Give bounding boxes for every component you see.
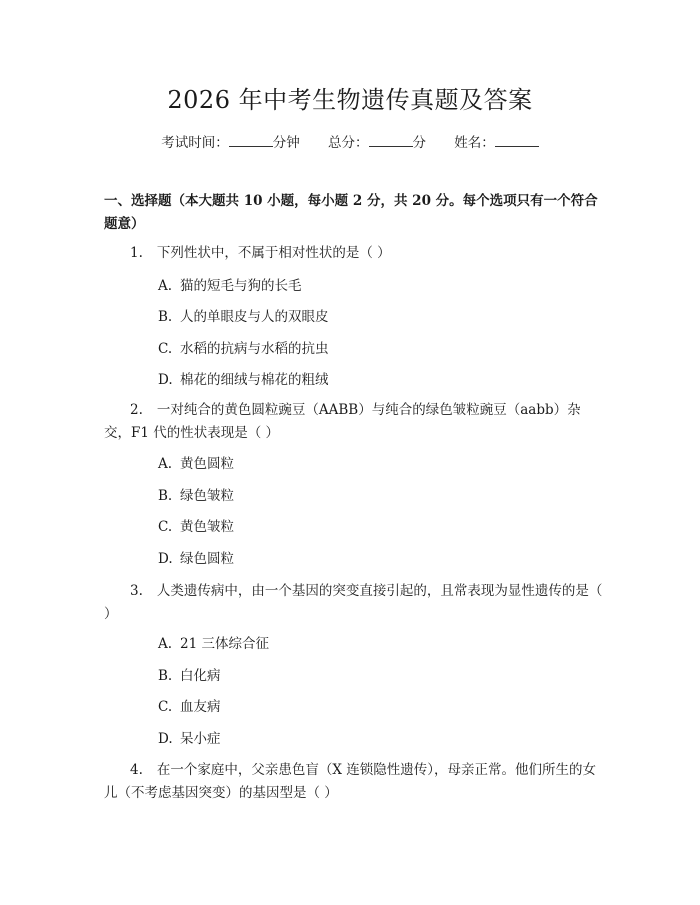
option-letter: A. <box>158 278 173 294</box>
option-text: 血友病 <box>180 699 221 715</box>
option-text: 人的单眼皮与人的双眼皮 <box>180 309 329 325</box>
option-1c <box>158 339 329 359</box>
option-letter: D. <box>158 372 173 388</box>
question-number: 1. <box>130 245 143 261</box>
option-2b <box>158 486 234 506</box>
question-4 <box>104 759 604 805</box>
option-1d <box>158 370 329 390</box>
option-letter: A. <box>158 636 173 652</box>
option-letter: B. <box>158 668 173 684</box>
time-label: 考试时间： <box>161 135 229 151</box>
option-letter: C. <box>158 519 173 535</box>
option-letter: C. <box>158 699 173 715</box>
exam-meta <box>0 131 700 151</box>
option-3c <box>158 697 221 717</box>
option-text: 白化病 <box>180 668 221 684</box>
option-2d <box>158 549 234 569</box>
option-1a <box>158 276 302 296</box>
option-text: 21 三体综合征 <box>180 636 269 652</box>
name-blank <box>495 133 539 147</box>
time-blank <box>229 133 273 147</box>
score-unit: 分 <box>412 135 426 151</box>
question-stem: 一对纯合的黄色圆粒豌豆（AABB）与纯合的绿色皱粒豌豆（aabb）杂交，F1 代的性状表现是（ ） <box>104 402 581 441</box>
section-heading: 一、选择题（本大题共 10 小题，每小题 2 分，共 20 分。每个选项只有一个符合题意） <box>104 193 598 232</box>
question-stem: 下列性状中，不属于相对性状的是（ ） <box>156 245 391 261</box>
option-letter: D. <box>158 731 173 747</box>
option-text: 呆小症 <box>180 731 221 747</box>
question-number: 2. <box>130 402 143 418</box>
option-letter: D. <box>158 551 173 567</box>
option-text: 黄色皱粒 <box>180 519 234 535</box>
option-3d <box>158 729 221 749</box>
name-label: 姓名： <box>454 135 495 151</box>
question-stem: 在一个家庭中，父亲患色盲（X 连锁隐性遗传），母亲正常。他们所生的女儿（不考虑基因突变）的基因型是（ ） <box>104 762 597 801</box>
option-text: 水稻的抗病与水稻的抗虫 <box>180 341 329 357</box>
question-2 <box>104 399 604 445</box>
question-1 <box>104 242 604 265</box>
option-1b <box>158 307 329 327</box>
score-blank <box>369 133 413 147</box>
question-3 <box>104 580 604 626</box>
option-letter: B. <box>158 488 173 504</box>
time-unit: 分钟 <box>272 135 300 151</box>
time-field <box>161 135 304 151</box>
name-field <box>454 135 539 151</box>
option-text: 棉花的细绒与棉花的粗绒 <box>180 372 329 388</box>
page-title: 2026 年中考生物遗传真题及答案 <box>167 86 533 114</box>
option-text: 绿色圆粒 <box>180 551 234 567</box>
option-letter: A. <box>158 456 173 472</box>
option-text: 黄色圆粒 <box>180 456 234 472</box>
option-letter: C. <box>158 341 173 357</box>
option-2a <box>158 454 234 474</box>
option-letter: B. <box>158 309 173 325</box>
option-text: 绿色皱粒 <box>180 488 234 504</box>
option-3a <box>158 634 269 654</box>
option-text: 猫的短毛与狗的长毛 <box>180 278 302 294</box>
question-number: 4. <box>130 762 143 778</box>
option-3b <box>158 666 221 686</box>
score-field <box>328 135 430 151</box>
option-2c <box>158 517 234 537</box>
question-number: 3. <box>130 583 143 599</box>
question-stem: 人类遗传病中，由一个基因的突变直接引起的，且常表现为显性遗传的是（ ） <box>104 583 603 622</box>
score-label: 总分： <box>328 135 369 151</box>
